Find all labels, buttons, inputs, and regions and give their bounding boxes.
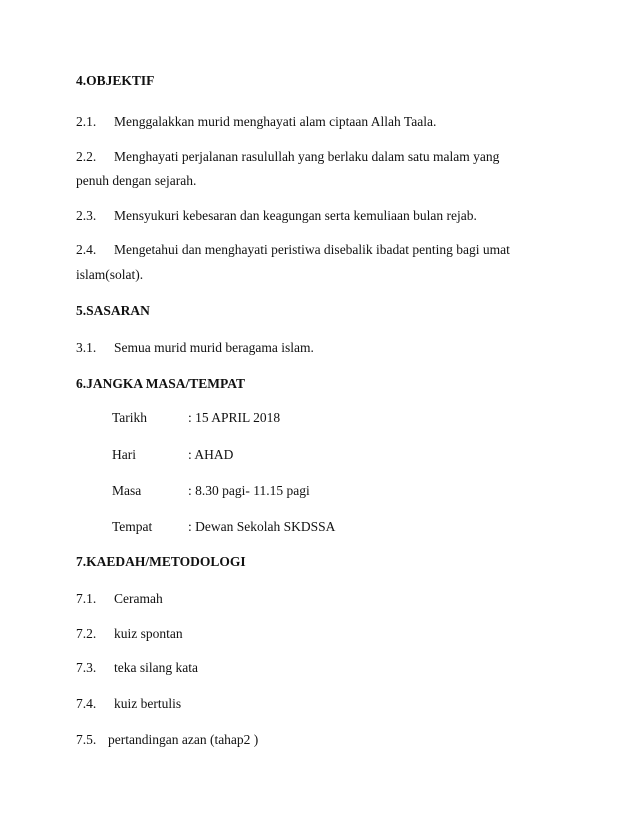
section-heading-kaedah: 7.KAEDAH/METODOLOGI bbox=[76, 554, 246, 569]
info-label-tarikh: Tarikh bbox=[112, 410, 148, 425]
item-number: 7.5. bbox=[76, 732, 97, 747]
section-heading-jangka-masa: 6.JANGKA MASA/TEMPAT bbox=[76, 376, 246, 391]
kaedah-item-7-1 bbox=[76, 590, 163, 608]
item-text: Mengetahui dan menghayati peristiwa disebalik ibadat penting bagi umat bbox=[114, 242, 510, 257]
item-number: 7.4. bbox=[76, 696, 97, 711]
item-text: Mensyukuri kebesaran dan keagungan serta kemuliaan bulan rejab. bbox=[114, 208, 477, 223]
item-text: teka silang kata bbox=[114, 660, 198, 675]
item-number: 7.3. bbox=[76, 660, 97, 675]
info-label-tempat: Tempat bbox=[112, 519, 153, 534]
item-number: 3.1. bbox=[76, 340, 97, 355]
info-value-hari: : AHAD bbox=[188, 447, 234, 462]
item-text: kuiz bertulis bbox=[114, 696, 182, 711]
info-value-tempat: : Dewan Sekolah SKDSSA bbox=[188, 519, 336, 534]
objektif-item-2-3 bbox=[76, 207, 477, 225]
item-number: 2.4. bbox=[76, 242, 97, 257]
info-value-masa: : 8.30 pagi- 11.15 pagi bbox=[188, 483, 310, 498]
section-heading-objektif: 4.OBJEKTIF bbox=[76, 73, 155, 88]
objektif-item-2-4 bbox=[76, 241, 510, 259]
item-text: pertandingan azan (tahap2 ) bbox=[108, 732, 259, 747]
kaedah-item-7-3 bbox=[76, 659, 198, 677]
info-value-tarikh: : 15 APRIL 2018 bbox=[188, 410, 281, 425]
objektif-item-2-4-continuation: islam(solat). bbox=[76, 267, 144, 282]
item-text: kuiz spontan bbox=[114, 626, 183, 641]
info-label-hari: Hari bbox=[112, 447, 136, 462]
kaedah-item-7-2 bbox=[76, 625, 183, 643]
section-heading-sasaran: 5.SASARAN bbox=[76, 303, 150, 318]
item-number: 7.2. bbox=[76, 626, 97, 641]
item-number: 2.3. bbox=[76, 208, 97, 223]
objektif-item-2-2-continuation: penuh dengan sejarah. bbox=[76, 173, 197, 188]
item-number: 7.1. bbox=[76, 591, 97, 606]
info-label-masa: Masa bbox=[112, 483, 142, 498]
sasaran-item-3-1 bbox=[76, 339, 314, 357]
item-text: Menggalakkan murid menghayati alam ciptaan Allah Taala. bbox=[114, 114, 437, 129]
item-text: Semua murid murid beragama islam. bbox=[114, 340, 314, 355]
objektif-item-2-2 bbox=[76, 148, 499, 166]
kaedah-item-7-4 bbox=[76, 695, 181, 713]
item-text: Menghayati perjalanan rasulullah yang berlaku dalam satu malam yang bbox=[114, 149, 500, 164]
item-number: 2.1. bbox=[76, 114, 97, 129]
item-text: Ceramah bbox=[114, 591, 163, 606]
item-number: 2.2. bbox=[76, 149, 97, 164]
objektif-item-2-1 bbox=[76, 113, 436, 131]
kaedah-item-7-5 bbox=[76, 731, 258, 749]
